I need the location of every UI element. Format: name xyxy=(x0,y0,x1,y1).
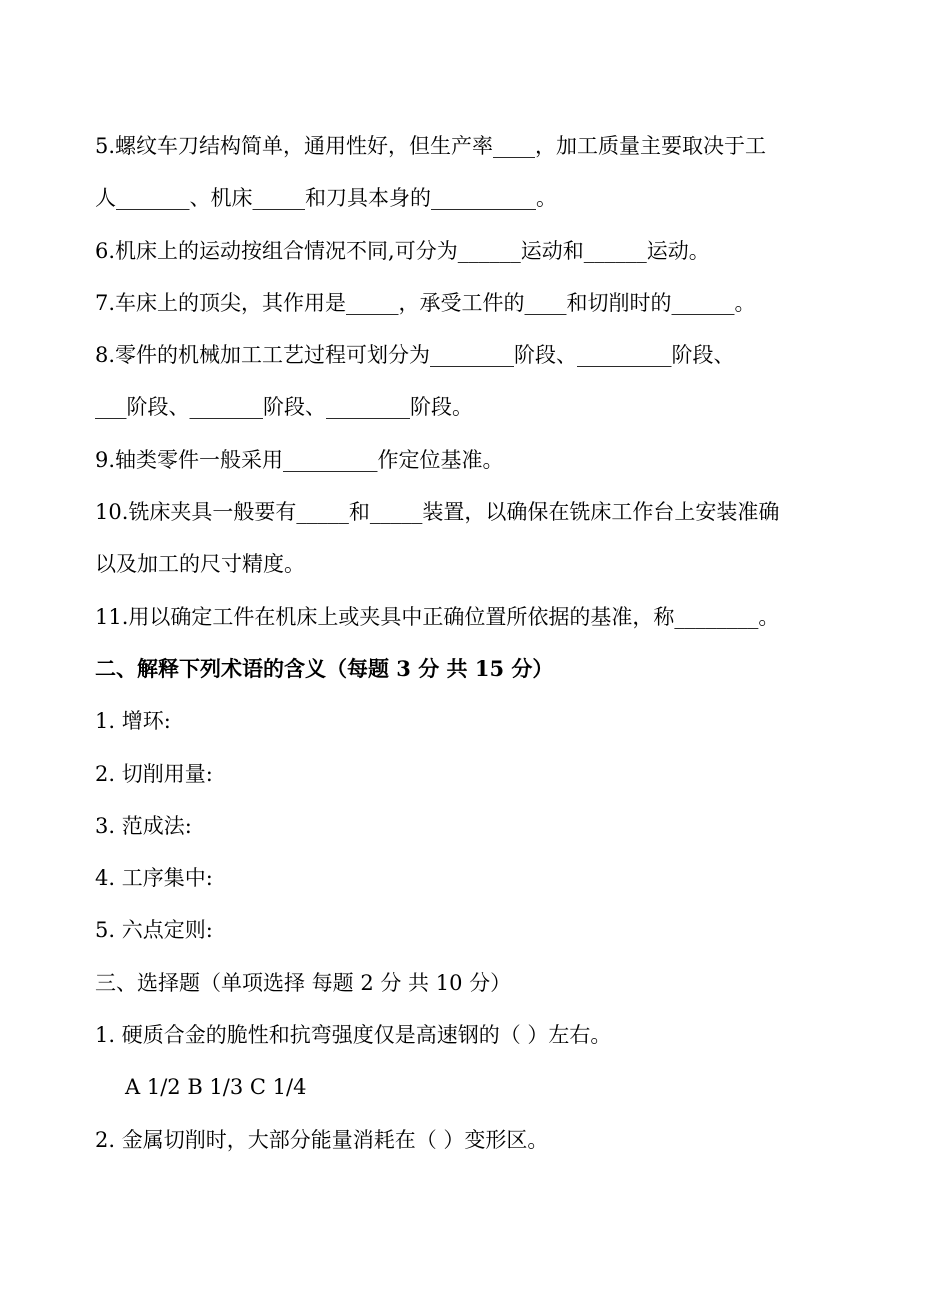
fill-in-question-11: 11.用以确定工件在机床上或夹具中正确位置所依据的基准，称________。 xyxy=(95,604,780,629)
section-2-heading: 二、解释下列术语的含义（每题 3 分 共 15 分） xyxy=(95,655,554,681)
fill-in-question-8-line-1: 8.零件的机械加工工艺过程可划分为________阶段、_________阶段、 xyxy=(95,343,735,368)
term-item-1: 1. 增环: xyxy=(95,709,171,734)
fill-in-question-5-line-2: 人_______、机床_____和刀具本身的__________。 xyxy=(95,186,557,211)
fill-in-question-6: 6.机床上的运动按组合情况不同,可分为______运动和______运动。 xyxy=(95,238,710,263)
term-item-5: 5. 六点定则: xyxy=(95,918,213,943)
fill-in-question-7: 7.车床上的顶尖，其作用是_____，承受工件的____和切削时的______。 xyxy=(95,290,756,315)
fill-in-question-5-line-1: 5.螺纹车刀结构简单，通用性好，但生产率____，加工质量主要取决于工 xyxy=(95,134,767,158)
choice-question-1: 1. 硬质合金的脆性和抗弯强度仅是高速钢的（ ）左右。 xyxy=(95,1023,612,1048)
term-item-4: 4. 工序集中: xyxy=(95,866,213,891)
term-item-3: 3. 范成法: xyxy=(95,813,192,838)
choice-question-1-options: A 1/2 B 1/3 C 1/4 xyxy=(125,1075,307,1100)
fill-in-question-9: 9.轴类零件一般采用_________作定位基准。 xyxy=(95,447,504,472)
document-page xyxy=(95,120,875,1166)
choice-question-2: 2. 金属切削时，大部分能量消耗在（ ）变形区。 xyxy=(95,1127,549,1152)
fill-in-question-10-line-2: 以及加工的尺寸精度。 xyxy=(95,552,305,577)
term-item-2: 2. 切削用量: xyxy=(95,761,213,786)
fill-in-question-10-line-1: 10.铣床夹具一般要有_____和_____装置，以确保在铣床工作台上安装准确 xyxy=(95,500,780,525)
section-3-heading: 三、选择题（单项选择 每题 2 分 共 10 分） xyxy=(95,970,512,995)
fill-in-question-8-line-2: ___阶段、_______阶段、________阶段。 xyxy=(95,395,473,420)
